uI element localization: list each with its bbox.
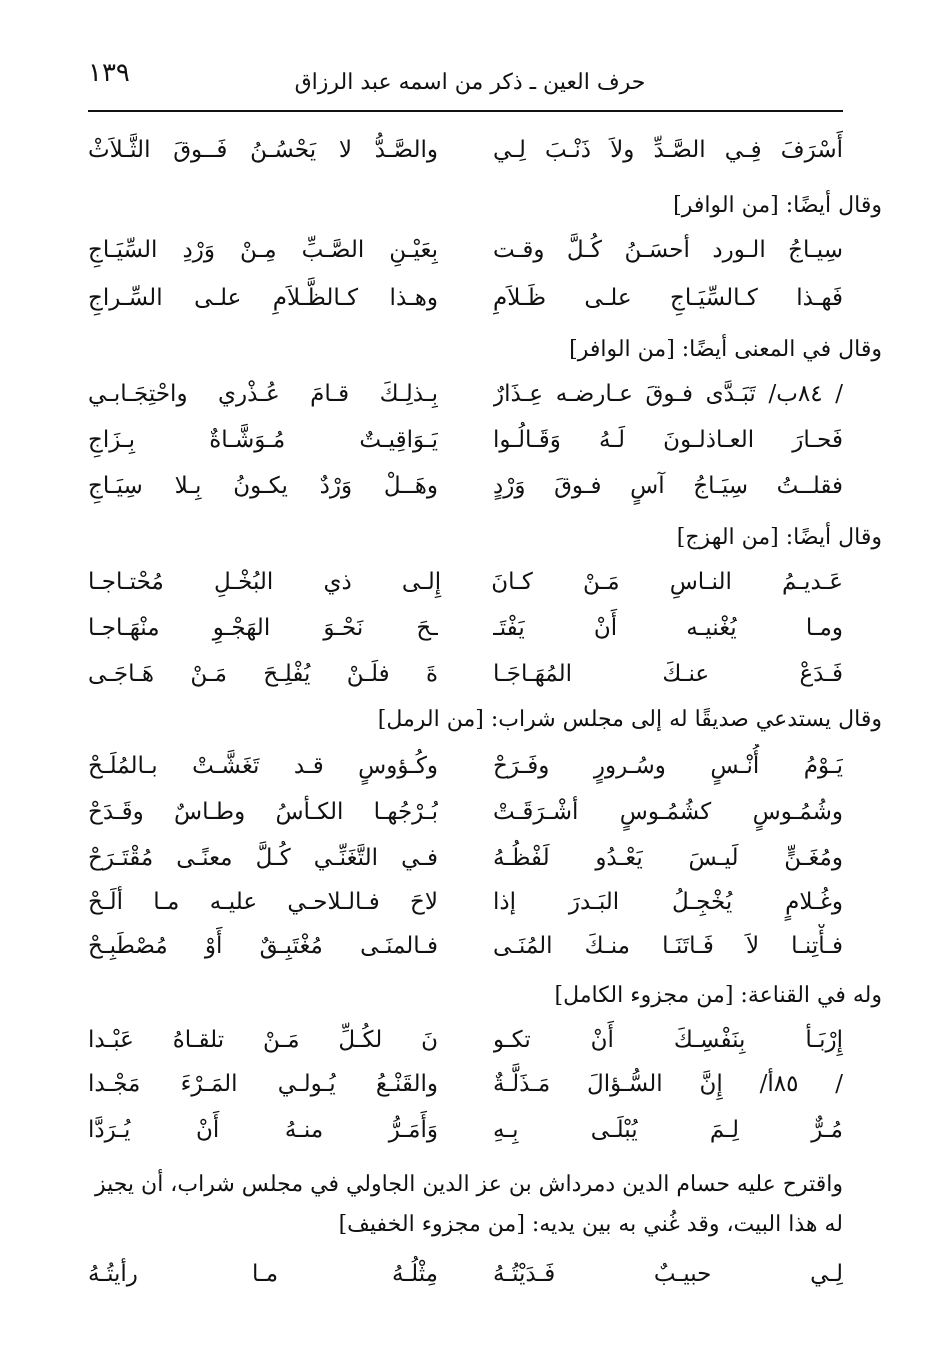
verse-line [88, 464, 843, 508]
verse-hemistich-second: ـحَ نَحْـوَ الهَجْـوِ منْهَـاجـا [88, 615, 438, 641]
verse-hemistich-first: فقلــتُ سِيَـاجُ آسٍ فـوقَ وَرْدٍ [493, 473, 843, 499]
verse-hemistich-first: أَسْرَفَ فِـي الصَّـدِّ ولاَ ذَنْـبَ لِـي [493, 137, 843, 163]
verse-hemistich-first: لِـي حبيـبٌ فَـدَيْتُـهُ [493, 1261, 843, 1287]
verse-hemistich-first: يَـوْمُ أُنْـسٍ وسُـرورٍ وفَـرَحْ [493, 753, 843, 779]
verse-hemistich-first: / ٨٥أ/ إِنَّ السُّـؤالَ مَـذَلَّـةٌ [493, 1071, 843, 1097]
verse-line [88, 372, 843, 416]
verse-line [88, 924, 843, 968]
poem-introduction: وقال أيضًا: [من الهزج] [676, 525, 882, 550]
verse-line [88, 836, 843, 880]
verse-hemistich-second: وَأَمَـرُّ منـهُ أَنْ يُـرَدَّا [88, 1117, 438, 1143]
verse-hemistich-second: ةَ فلَـنْ يُفْلِـحَ مَـنْ هَـاجَـى [88, 661, 438, 687]
verse-hemistich-first: ومـا يُغْنيـه أَنْ يَفْتَـ [493, 615, 843, 641]
verse-line [88, 744, 843, 788]
verse-line [88, 652, 843, 696]
verse-hemistich-second: فـي التَّغَنِّـي كُـلَّ معنًـى مُقْتَـرَحْ [88, 845, 438, 871]
verse-hemistich-first: وشُمُـوسٍ كشُمُـوسٍ أشْـرَقَـتْ [493, 799, 843, 825]
verse-hemistich-second: فـالمنَـى مُغْتَبِـقٌ أَوْ مُصْطَبِـحْ [88, 933, 438, 959]
verse-full-line: عَـديـمُ النـاسِ مَـنْ كـانَ إِلـى ذي البُخْـلِ مُحْتـاجـا [88, 569, 843, 595]
page-number: ١٣٩ [88, 58, 130, 88]
verse-hemistich-first: فَهـذا كـالسِّيَـاجِ علـى ظَـلاَمِ [493, 285, 843, 311]
verse-hemistich-first: إِرْبَـأ بِنَفْسِـكَ أَنْ تكـو [493, 1027, 843, 1053]
verse-line [88, 1018, 843, 1062]
verse-line [88, 1252, 843, 1296]
verse-hemistich-second: والصَّـدُّ لا يَحْسُـنُ فَــوقَ الثَّـلاَثْ [88, 137, 438, 163]
prose-paragraph-line: واقترح عليه حسام الدين دمرداش بن عز الدين الجاولي في مجلس شراب، أن يجيز [94, 1172, 843, 1197]
verse-line [88, 790, 843, 834]
verse-hemistich-first: فَـدَعْ عنـكَ المُهَـاجَـا [493, 661, 843, 687]
verse-line [88, 1108, 843, 1152]
verse-hemistich-first: سِيـاجُ الـورد أحسَـنُ كُـلَّ وقـت [493, 237, 843, 263]
verse-hemistich-first: فَحـارَ العـاذلـونَ لَـهُ وَقَـالُـوا [493, 427, 843, 453]
verse-hemistich-second: وهَــلْ وَرْدٌ يكـونُ بِـلا سِيَـاجِ [88, 473, 438, 499]
verse-hemistich-second: وهـذا كـالظَّـلاَمِ علـى السِّـراجِ [88, 285, 438, 311]
verse-line [88, 1062, 843, 1106]
verse-hemistich-second: يَـوَاقِيـتٌ مُـوَشَّـاةٌ بِـزَاجِ [88, 427, 438, 453]
verse-hemistich-second: بِعَيْـنِ الصَّـبِّ مِـنْ وَرْدِ السِّيَـاجِ [88, 237, 438, 263]
verse-hemistich-first: مُـرٌّ لِـمَ يُبْلَـى بِـهِ [493, 1117, 843, 1143]
verse-hemistich-first: فـأْتِنـا لاَ فَـاتَنَـا منـكَ المُنَـى [493, 933, 843, 959]
poem-introduction: وقال في المعنى أيضًا: [من الوافر] [569, 337, 882, 362]
verse-hemistich-second: وكُـؤوسٍ قـد تَغَشَّـتْ بـالمُلَـحْ [88, 753, 438, 779]
verse-line [88, 606, 843, 650]
verse-hemistich-second: مِثْلُـهُ مـا رأيتُـهُ [88, 1261, 438, 1287]
verse-line [88, 880, 843, 924]
poem-introduction: وله في القناعة: [من مجزوء الكامل] [554, 983, 882, 1008]
running-title: حرف العين ـ ذكر من اسمه عبد الرزاق [294, 70, 646, 95]
verse-line-full [88, 560, 843, 604]
verse-hemistich-second: لاحَ فـالـلاحـي عليـه مـا ألَـحْ [88, 889, 438, 915]
verse-line [88, 228, 843, 272]
header-rule [88, 110, 843, 112]
verse-hemistich-first: / ٨٤ب/ تَبَـدَّى فـوقَ عـارضـه عِـذَارٌ [493, 381, 843, 407]
verse-hemistich-second: بُـرْجُهـا الكـأسُ وطـاسٌ وقَـدَحْ [88, 799, 438, 825]
verse-line [88, 418, 843, 462]
verse-hemistich-second: نَ لكُـلِّ مَـنْ تلقـاهُ عَبْـدا [88, 1027, 438, 1053]
verse-line [88, 128, 843, 172]
poem-introduction: وقال يستدعي صديقًا له إلى مجلس شراب: [من الرمل] [377, 707, 882, 732]
verse-hemistich-first: ومُغَـنٍّ لَيـسَ يَعْـدُو لَفْظُـهُ [493, 845, 843, 871]
verse-line [88, 276, 843, 320]
verse-hemistich-second: والقَنْـعُ يُـولـي المَـرْءَ مَجْـدا [88, 1071, 438, 1097]
verse-hemistich-second: بِـذلِـكَ قـامَ عُـذْري واحْتِجَـابـي [88, 381, 438, 407]
poem-introduction: وقال أيضًا: [من الوافر] [673, 193, 882, 218]
prose-paragraph-line: له هذا البيت، وقد غُني به بين يديه: [من مجزوء الخفيف] [338, 1212, 843, 1237]
verse-hemistich-first: وغُـلامٍ يُخْجِـلُ البَـدرَ إذا [493, 889, 843, 915]
